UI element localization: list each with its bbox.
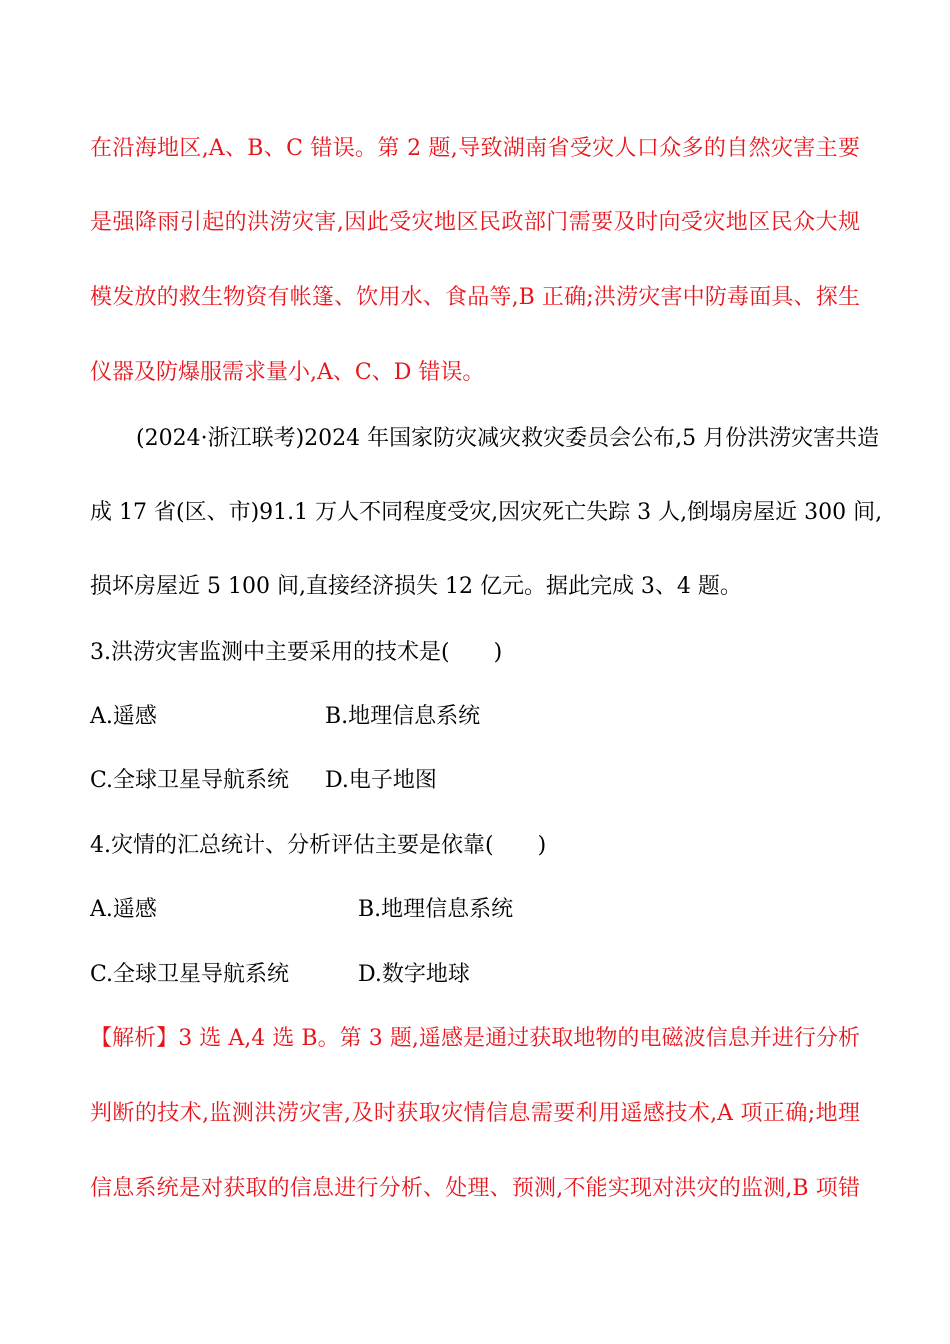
question-3-option-c: C.全球卫星导航系统: [90, 768, 290, 793]
answer-line-1: 在沿海地区,A、B、C 错误。第 2 题,导致湖南省受灾人口众多的自然灾害主要: [90, 136, 860, 161]
answer-line-2: 是强降雨引起的洪涝灾害,因此受灾地区民政部门需要及时向受灾地区民众大规: [90, 210, 860, 235]
question-3-option-a: A.遥感: [90, 704, 157, 729]
material-line-3: 损坏房屋近 5 100 间,直接经济损失 12 亿元。据此完成 3、4 题。: [90, 574, 742, 599]
analysis-line-1: 【解析】3 选 A,4 选 B。第 3 题,遥感是通过获取地物的电磁波信息并进行分析: [90, 1026, 860, 1051]
question-4-option-b: B.地理信息系统: [358, 897, 514, 922]
question-3-option-d: D.电子地图: [325, 768, 437, 793]
question-4-option-d: D.数字地球: [358, 962, 470, 987]
question-4-option-c: C.全球卫星导航系统: [90, 962, 290, 987]
material-line-2: 成 17 省(区、市)91.1 万人不同程度受灾,因灾死亡失踪 3 人,倒塌房屋近 300 间,: [90, 500, 883, 525]
answer-line-4: 仪器及防爆服需求量小,A、C、D 错误。: [90, 360, 485, 385]
material-line-1: (2024·浙江联考)2024 年国家防灾减灾救灾委员会公布,5 月份洪涝灾害共造: [136, 426, 880, 451]
analysis-line-3: 信息系统是对获取的信息进行分析、处理、预测,不能实现对洪灾的监测,B 项错: [90, 1176, 860, 1201]
question-3-stem: 3.洪涝灾害监测中主要采用的技术是( ): [90, 640, 503, 665]
question-3-option-b: B.地理信息系统: [325, 704, 481, 729]
question-4-stem: 4.灾情的汇总统计、分析评估主要是依靠( ): [90, 833, 547, 858]
analysis-line-2: 判断的技术,监测洪涝灾害,及时获取灾情信息需要利用遥感技术,A 项正确;地理: [90, 1101, 860, 1126]
answer-line-3: 模发放的救生物资有帐篷、饮用水、食品等,B 正确;洪涝灾害中防毒面具、探生: [90, 285, 860, 310]
question-4-option-a: A.遥感: [90, 897, 157, 922]
